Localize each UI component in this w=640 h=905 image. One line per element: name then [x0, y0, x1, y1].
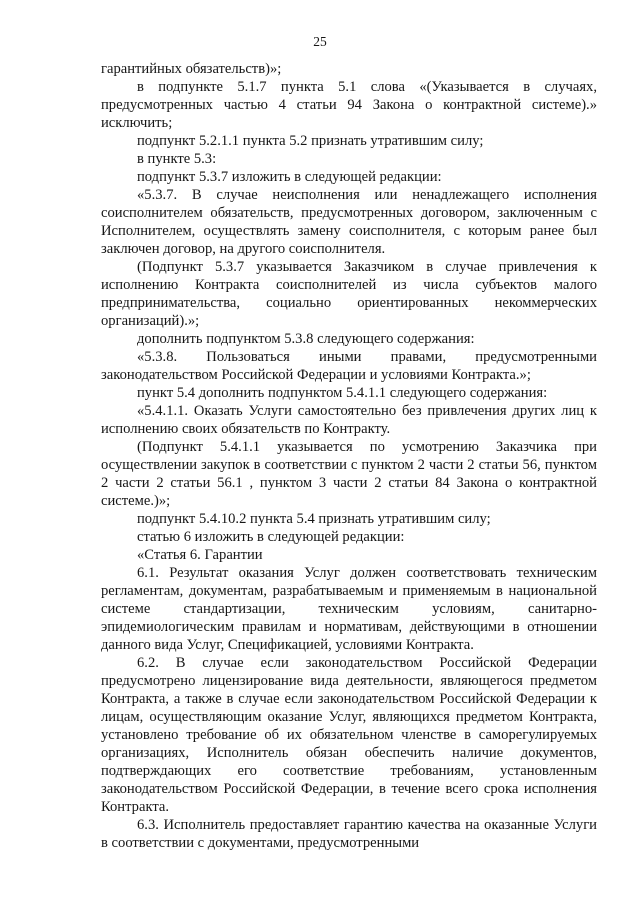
paragraph: (Подпункт 5.4.1.1 указывается по усмотрению Заказчика при осуществлении закупок в соответствии с пунктом 2 части 2 статьи 56, пунктом 2 части 2 статьи 56.1 , пунктом 3 части 2 статьи 84 Закона о контрактной системе.)»; — [101, 439, 597, 509]
paragraph: «5.3.7. В случае неисполнения или ненадлежащего исполнения соисполнителем обязательств, предусмотренных договором, заключенным с Исполнителем, осуществлять замену соисполнителя, с которым ранее был заключен договор, на другого соисполнителя. — [101, 187, 597, 257]
page-number: 25 — [313, 34, 327, 49]
paragraph: 6.2. В случае если законодательством Российской Федерации предусмотрено лицензирование вида деятельности, являющегося предметом Контракта, а также в случае если законодательством Российской Федерации к лицам, осуществляющим оказание Услуг, являющихся предметом Контракта, установлено требование об их обязательном членстве в саморегулируемых организациях, Исполнитель обязан обеспечить наличие документов, подтверждающих его соответствие требованиям, установленным законодательством Российской Федерации, в течение всего срока исполнения Контракта. — [101, 655, 597, 815]
paragraph: 6.1. Результат оказания Услуг должен соответствовать техническим регламентам, документам, разрабатываемым и применяемым в национальной системе стандартизации, техническим условиям, санитарно-эпидемиологическим правилам и нормативам, действующими в отношении данного вида Услуг, Спецификацией, условиями Контракта. — [101, 565, 597, 653]
paragraph: пункт 5.4 дополнить подпунктом 5.4.1.1 следующего содержания: — [137, 385, 548, 401]
paragraph: 6.3. Исполнитель предоставляет гарантию качества на оказанные Услуги в соответствии с документами, предусмотренными — [101, 817, 597, 851]
paragraph: дополнить подпунктом 5.3.8 следующего содержания: — [137, 331, 475, 347]
paragraph: «Статья 6. Гарантии — [137, 547, 263, 563]
paragraph: «5.3.8. Пользоваться иными правами, предусмотренными законодательством Российской Федерации и условиями Контракта.»; — [101, 349, 597, 383]
document-body — [101, 60, 597, 852]
paragraph: подпункт 5.3.7 изложить в следующей редакции: — [137, 169, 442, 185]
paragraph: в пункте 5.3: — [137, 151, 217, 167]
paragraph: в подпункте 5.1.7 пункта 5.1 слова «(Указывается в случаях, предусмотренных частью 4 статьи 94 Закона о контрактной системе).» исключить; — [101, 79, 597, 131]
paragraph: «5.4.1.1. Оказать Услуги самостоятельно без привлечения других лиц к исполнению своих обязательств по Контракту. — [101, 403, 597, 437]
paragraph: подпункт 5.2.1.1 пункта 5.2 признать утратившим силу; — [137, 133, 484, 149]
paragraph: подпункт 5.4.10.2 пункта 5.4 признать утратившим силу; — [137, 511, 491, 527]
paragraph: гарантийных обязательств)»; — [101, 61, 282, 77]
paragraph: (Подпункт 5.3.7 указывается Заказчиком в случае привлечения к исполнению Контракта соисполнителей из числа субъектов малого предпринимательства, социально ориентированных некоммерческих организаций).»; — [101, 259, 597, 329]
paragraph: статью 6 изложить в следующей редакции: — [137, 529, 405, 545]
